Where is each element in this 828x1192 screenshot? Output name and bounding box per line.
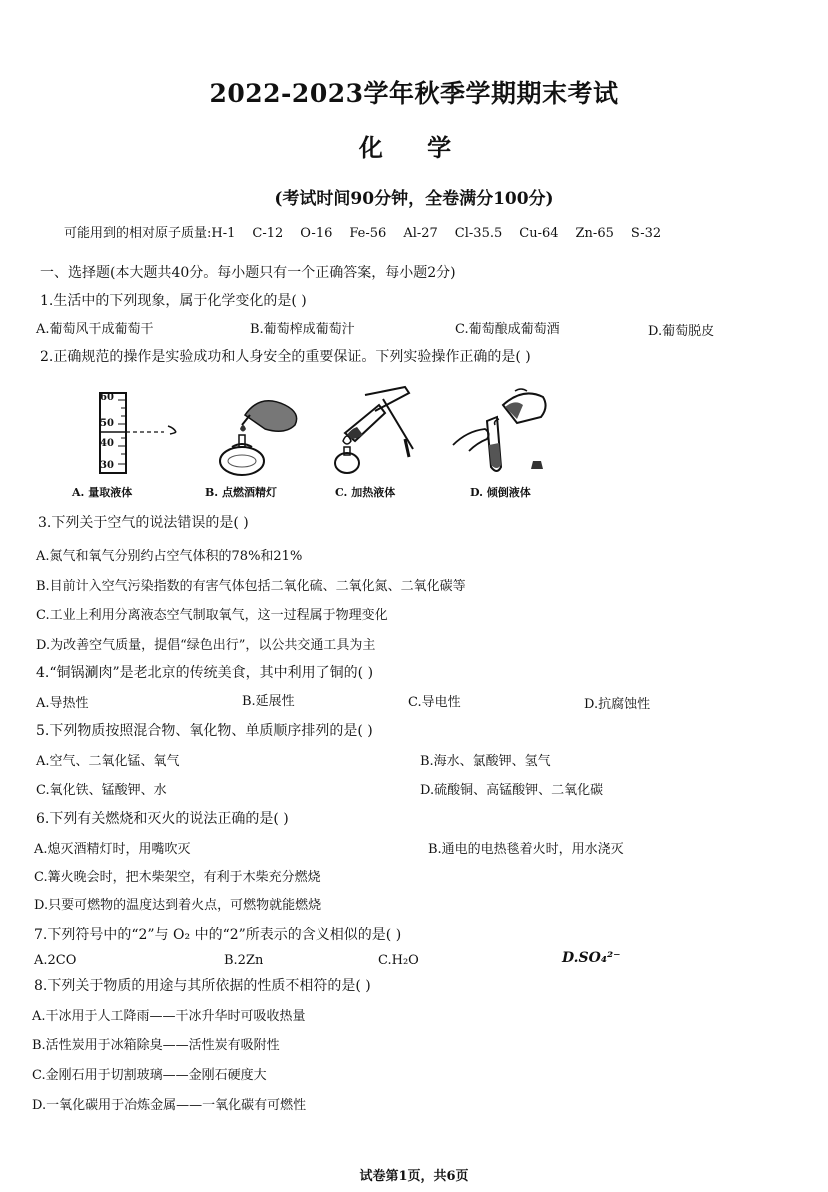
q5-option-b: B.海水、氯酸钾、氢气: [420, 754, 551, 769]
q1-option-a: A.葡萄风干成葡萄干: [36, 322, 154, 337]
alcohol-lamp-figure: [210, 385, 310, 480]
question-5-stem: 5.下列物质按照混合物、氧化物、单质顺序排列的是( ): [36, 723, 373, 739]
q3-option-c: C.工业上利用分离液态空气制取氧气，这一过程属于物理变化: [36, 608, 388, 623]
cylinder-tick-label: 40: [100, 438, 114, 449]
cylinder-tick-label: 60: [100, 392, 114, 403]
exam-info: (考试时间90分钟，全卷满分100分): [274, 189, 554, 209]
q4-option-d: D.抗腐蚀性: [584, 697, 651, 712]
q3-option-a: A.氮气和氧气分别约占空气体积的78%和21%: [36, 549, 303, 564]
subject-title: 化 学: [358, 133, 470, 162]
cylinder-figure: [78, 388, 188, 478]
q5-option-c: C.氧化铁、锰酸钾、水: [36, 783, 167, 798]
q3-option-d: D.为改善空气质量，提倡“绿色出行”，以公共交通工具为主: [36, 638, 376, 653]
q5-option-a: A.空气、二氧化锰、氧气: [36, 754, 180, 769]
q8-option-b: B.活性炭用于冰箱除臭——活性炭有吸附性: [32, 1038, 280, 1053]
question-7-stem: 7.下列符号中的“2”与 O₂ 中的“2”所表示的含义相似的是( ): [34, 927, 402, 943]
q6-option-d: D.只要可燃物的温度达到着火点，可燃物就能燃烧: [34, 898, 322, 913]
page-footer: 试卷第1页，共6页: [359, 1169, 469, 1184]
q8-option-d: D.一氧化碳用于冶炼金属——一氧化碳有可燃性: [32, 1098, 307, 1113]
question-2-stem: 2.正确规范的操作是实验成功和人身安全的重要保证。下列实验操作正确的是( ): [40, 349, 531, 365]
section-heading: 一、选择题(本大题共40分。每小题只有一个正确答案，每小题2分): [40, 265, 456, 281]
atomic-mass-item: Fe-56: [349, 226, 387, 241]
pouring-liquid-figure: [445, 385, 555, 485]
question-8-stem: 8.下列关于物质的用途与其所依据的性质不相符的是( ): [34, 978, 371, 994]
q1-option-d: D.葡萄脱皮: [648, 324, 715, 339]
figure-label-a: A. 量取液体: [72, 486, 133, 499]
q6-option-a: A.熄灭酒精灯时，用嘴吹灭: [34, 842, 191, 857]
question-3-stem: 3.下列关于空气的说法错误的是( ): [38, 515, 249, 531]
cylinder-tick-label: 30: [100, 460, 114, 471]
q4-option-a: A.导热性: [36, 696, 89, 711]
q7-option-b: B.2Zn: [224, 953, 264, 968]
q6-option-c: C.篝火晚会时，把木柴架空，有利于木柴充分燃烧: [34, 870, 321, 885]
figure-label-b: B. 点燃酒精灯: [205, 486, 277, 499]
question-6-stem: 6.下列有关燃烧和灭火的说法正确的是( ): [36, 811, 289, 827]
q3-option-b: B.目前计入空气污染指数的有害气体包括二氧化硫、二氧化氮、二氧化碳等: [36, 579, 466, 594]
atomic-mass-item: Zn-65: [575, 226, 614, 241]
figure-label-c: C. 加热液体: [335, 486, 396, 499]
q8-option-c: C.金刚石用于切割玻璃——金刚石硬度大: [32, 1068, 267, 1083]
q8-option-a: A.干冰用于人工降雨——干冰升华时可吸收热量: [32, 1009, 306, 1024]
atomic-mass-item: O-16: [300, 226, 333, 241]
q7-option-c: C.H₂O: [378, 953, 419, 968]
cylinder-tick-label: 50: [100, 418, 114, 429]
atomic-mass-item: S-32: [630, 226, 662, 241]
atomic-mass-label: 可能用到的相对原子质量:: [64, 226, 212, 241]
atomic-mass-item: Cl-35.5: [454, 226, 503, 241]
heating-liquid-figure: [325, 385, 425, 480]
q5-option-d: D.硫酸铜、高锰酸钾、二氧化碳: [420, 783, 604, 798]
atomic-mass-item: C-12: [252, 226, 284, 241]
q4-option-c: C.导电性: [408, 695, 461, 710]
q7-option-a: A.2CO: [34, 953, 77, 968]
question-1-stem: 1.生活中的下列现象，属于化学变化的是( ): [40, 293, 307, 309]
atomic-mass-item: H-1: [211, 226, 236, 241]
q4-option-b: B.延展性: [242, 694, 295, 709]
q1-option-c: C.葡萄酿成葡萄酒: [455, 322, 560, 337]
atomic-masses: [64, 222, 678, 241]
atomic-mass-item: Cu-64: [519, 226, 559, 241]
question-4-stem: 4.“铜锅涮肉”是老北京的传统美食，其中利用了铜的( ): [36, 665, 374, 681]
q7-option-d: D.SO₄²⁻: [562, 950, 621, 966]
q6-option-b: B.通电的电热毯着火时，用水浇灭: [428, 842, 624, 857]
atomic-mass-item: Al-27: [403, 226, 438, 241]
q1-option-b: B.葡萄榨成葡萄汁: [250, 322, 355, 337]
exam-title: 2022-2023学年秋季学期期末考试: [209, 79, 619, 108]
figure-label-d: D. 倾倒液体: [470, 486, 531, 499]
